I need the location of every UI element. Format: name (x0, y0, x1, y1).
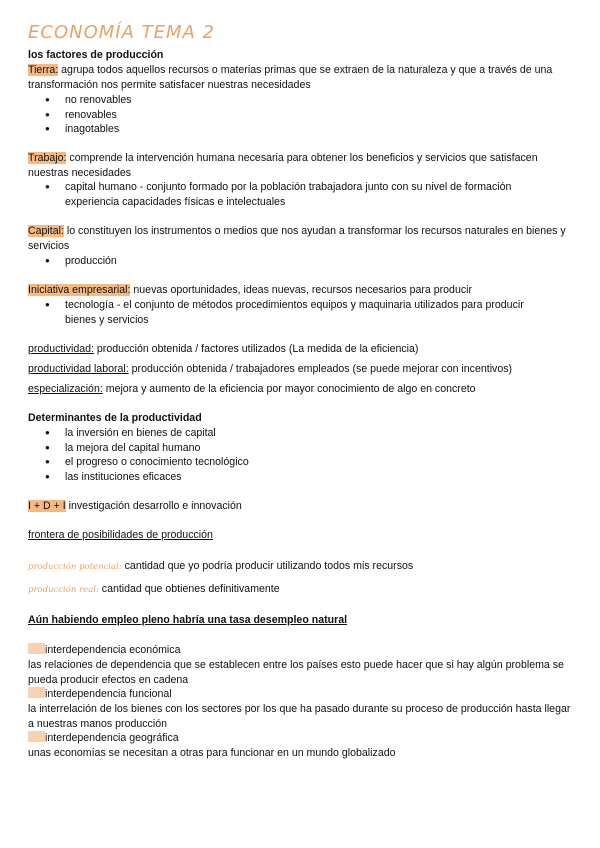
iniciativa-label: Iniciativa empresarial: (28, 284, 131, 296)
trabajo-list (28, 180, 543, 209)
produccion-potencial-text: cantidad que yo podría producir utilizando todos mis recursos (121, 560, 414, 572)
definition-productividad-laboral (28, 362, 573, 377)
definition-productividad (28, 342, 573, 357)
empleo-heading: Aún habiendo empleo pleno habría una tasa desempleo natural (28, 614, 348, 626)
idi-label: I + D + I (28, 500, 66, 512)
tierra-list (28, 93, 573, 137)
interdependencia-funcional-title (28, 687, 573, 702)
produccion-real-text: cantidad que obtienes definitivamente (98, 583, 280, 595)
list-item: ● las instituciones eficaces (28, 470, 573, 485)
definition-term: productividad: (28, 343, 94, 355)
list-item: ● la mejora del capital humano (28, 441, 573, 456)
interdependencia-title: interdependencia funcional (45, 688, 172, 700)
interdependencia-title: interdependencia económica (45, 644, 181, 656)
trabajo-paragraph (28, 151, 573, 180)
produccion-real-label: producción real: (28, 585, 99, 595)
interdependencia-funcional-text: la interrelación de los bienes con los sectores por los que ha pasado durante su proceso de producción hasta llegar a nuestras manos producción (28, 703, 571, 730)
determinantes-heading: Determinantes de la productividad (28, 412, 202, 424)
page-title: ECONOMÍA TEMA 2 (28, 22, 216, 43)
definition-text: producción obtenida / factores utilizados (La medida de la eficiencia) (93, 343, 419, 355)
produccion-real (28, 582, 573, 598)
capital-label: Capital: (28, 225, 64, 237)
interdependencia-economica-title (28, 643, 573, 658)
definition-text: producción obtenida / trabajadores empleados (se puede mejorar con incentivos) (128, 363, 513, 375)
interdependencia-economica-text: las relaciones de dependencia que se establecen entre los países esto puede hacer que si hay algún problema se pueda producir efectos en cadena (28, 659, 564, 686)
iniciativa-text: nuevas oportunidades, ideas nuevas, recursos necesarios para producir (130, 284, 473, 296)
list-item: ● el progreso o conocimiento tecnológico (28, 455, 573, 470)
trabajo-text: comprende la intervención humana necesaria para obtener los beneficios y servicios que satisfacen nuestras necesidades (28, 152, 538, 179)
definition-especializacion (28, 382, 573, 397)
interdependencia-title: interdependencia geográfica (45, 732, 179, 744)
iniciativa-list (28, 298, 548, 327)
interdependencia-geografica-title (28, 731, 573, 746)
iniciativa-paragraph (28, 283, 573, 298)
interdependencia-geografica-text: unas economías se necesitan a otras para funcionar en un mundo globalizado (28, 747, 396, 759)
list-item: ● capital humano - conjunto formado por la población trabajadora junto con su nivel de formación experiencia capacidades físicas e intelectuales (28, 180, 543, 209)
determinantes-list (28, 426, 573, 484)
definition-term: especialización: (28, 383, 103, 395)
produccion-potencial (28, 559, 573, 575)
tierra-paragraph (28, 63, 573, 92)
frontera-heading: frontera de posibilidades de producción (28, 529, 213, 541)
list-item: ● no renovables (28, 93, 573, 108)
tierra-text: agrupa todos aquellos recursos o materias primas que se extraen de la naturaleza y que a través de una transformación nos permite satisfacer nuestras necesidades (28, 64, 553, 91)
list-item: ● producción (28, 254, 573, 269)
capital-paragraph (28, 224, 573, 253)
idi-text: investigación desarrollo e innovación (65, 500, 242, 512)
definition-term: productividad laboral: (28, 363, 129, 375)
idi-paragraph (28, 499, 573, 514)
produccion-potencial-label: producción potencial: (28, 562, 122, 572)
list-item: ● renovables (28, 108, 573, 123)
list-item: ● la inversión en bienes de capital (28, 426, 573, 441)
trabajo-label: Trabajo: (28, 152, 67, 164)
definition-text: mejora y aumento de la eficiencia por mayor conocimiento de algo en concreto (102, 383, 476, 395)
list-item: ● tecnología - el conjunto de métodos procedimientos equipos y maquinaria utilizados para producir bienes y servicios (28, 298, 548, 327)
capital-list (28, 254, 573, 269)
section-heading: los factores de producción (28, 49, 164, 61)
highlight-box (28, 643, 45, 654)
capital-text: lo constituyen los instrumentos o medios que nos ayudan a transformar los recursos naturales en bienes y servicios (28, 225, 566, 252)
list-item: ● inagotables (28, 122, 573, 137)
highlight-box (28, 687, 45, 698)
highlight-box (28, 731, 45, 742)
tierra-label: Tierra: (28, 64, 59, 76)
